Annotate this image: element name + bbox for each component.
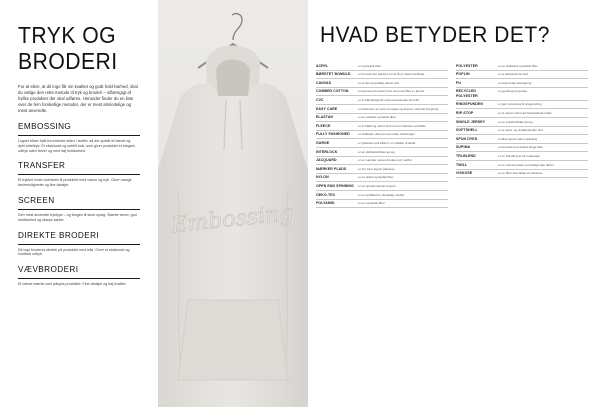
section-text: Et vævet mærke som påsyes produktet. Fine detaljer og høj kvalitet. (18, 282, 127, 287)
glossary-definition: er en dobbeltstrikket jersey (358, 149, 395, 154)
glossary-row (456, 101, 588, 110)
section-title: EMBOSSING (18, 122, 72, 131)
glossary-term: BØRSTET BOMULD (316, 72, 351, 77)
glossary-row (456, 144, 588, 153)
section-rule (18, 174, 140, 175)
glossary-definition: er polyuretan belægning (498, 80, 532, 85)
glossary-definition: er et certifikat for skadelige stoffer (358, 192, 405, 197)
glossary-row (456, 170, 588, 179)
main-title (18, 22, 128, 74)
glossary-row (316, 174, 448, 183)
section-rule (18, 278, 140, 279)
section-title: TRANSFER (18, 161, 66, 171)
section-title: VÆVBRODERI (18, 265, 79, 275)
hoodie-illustration (158, 0, 308, 407)
glossary-row (456, 135, 588, 144)
section-title: DIREKTE BRODERI (18, 230, 100, 240)
title-line-1: TRYK OG (18, 22, 117, 48)
section-transfer (18, 161, 138, 188)
glossary-definition: er en stærk syntetisk fiber (358, 175, 394, 180)
glossary-definition: er en syntetisk fiber (358, 201, 385, 206)
glossary-term: RINGSPUNDEN (456, 102, 483, 107)
glossary-definition: er en spindemetode til garn (358, 183, 396, 188)
glossary-row (456, 62, 588, 71)
glossary-row (316, 191, 448, 200)
glossary-term: CVC (316, 97, 324, 102)
glossary-row (316, 165, 448, 174)
glossary-row (456, 88, 588, 101)
glossary-term: TWILL (456, 162, 468, 167)
glossary-definition: er et blødt og varmt stof med en børstet overflade (358, 123, 426, 128)
glossary-definition: er et vævet stof med forstærkede tråde (498, 110, 552, 115)
glossary-term: CANVAS (316, 80, 332, 85)
left-column (0, 0, 150, 407)
glossary-row (316, 105, 448, 114)
glossary-term: GARGE (316, 140, 330, 145)
glossary-term: POLYESTER (456, 63, 478, 68)
glossary-term: MÆRKER PLADS (316, 166, 347, 171)
glossary-term: SOFTSHELL (456, 128, 478, 133)
glossary-definition: en syntetisk fiber (358, 63, 382, 68)
glossary-definition: er en slidstærk syntetisk fiber (498, 63, 539, 68)
glossary-term: EASY CARE (316, 106, 338, 111)
section-title: SCREEN (18, 195, 55, 205)
glossary-row (316, 157, 448, 166)
glossary-term: SPUN DYED (456, 136, 478, 141)
section-rule (18, 209, 140, 210)
glossary-row (456, 152, 588, 161)
section-rule (18, 244, 140, 245)
glossary-row (316, 122, 448, 131)
glossary-row (456, 79, 588, 88)
title-line-2: BRODERI (18, 48, 118, 74)
glossary-row (456, 71, 588, 80)
glossary-row (316, 88, 448, 97)
glossary-term: OPEN END SPINNING (316, 183, 354, 188)
glossary-definition: er tekstil der er nemt at vaske og kræver minimal strygning (358, 106, 439, 111)
glossary-term: TRI-BLEND (456, 153, 476, 158)
section-direkte-broderi (18, 231, 138, 258)
glossary-term: RECYCLED POLYESTER (456, 89, 478, 98)
glossary-term: POLYAMID (316, 201, 335, 206)
glossary-definition: er tykkelsen på tråden i et strikket produkt (358, 140, 416, 145)
intro-paragraph: For at sikre, at dit logo får sin kvalitet og godt hold-barhed, skal du vælge den rette metode til tryk og broderi – afhængigt af hvilke produkter der skal udføres. Herunder finder du en liste over de fem forskellige metoder, der er mest almindelige og mest anvendte. (18, 84, 138, 113)
glossary-row (456, 161, 588, 170)
glossary-row (316, 148, 448, 157)
glossary-row (316, 62, 448, 71)
glossary-term: FULLY FASHIONED (316, 132, 350, 137)
glossary-definition: er en fiber fremstillet af cellulose (498, 171, 543, 176)
glossary-definition: er der hvor logoet placeres (358, 166, 395, 171)
embossed-logo: Embossing (170, 200, 295, 239)
glossary-row (456, 127, 588, 136)
glossary-row (316, 200, 448, 209)
glossary-definition: er en vævemetode med diagonale ribber (498, 162, 554, 167)
section-text: Dit logo broderes direkte på produktet med tråd. Giver et eksklusivt og holdbart udtryk. (18, 247, 130, 257)
glossary-row (316, 96, 448, 105)
glossary-definition: er et blandingsstof med overvejende bomuld (358, 97, 419, 102)
glossary-term: ACRYL (316, 63, 329, 68)
glossary-definition: er bomuld der børstes for at få en blød overflade (358, 72, 425, 77)
glossary-column-1 (316, 62, 448, 208)
glossary-term: COMBED COTTON (316, 89, 349, 94)
section-embossing (18, 122, 138, 153)
glossary-row (316, 71, 448, 80)
glossary-term: RIP-STOP (456, 110, 474, 115)
glossary-term: INTERLOCK (316, 149, 338, 154)
glossary-definition: er en enkeltstrikket jersey (498, 119, 534, 124)
glossary-definition: er en blanding af tre materialer (498, 153, 541, 158)
glossary-term: FLEECE (316, 123, 331, 128)
glossary-term: OEKO-TEX (316, 192, 336, 197)
glossary-row (316, 79, 448, 88)
section-text: Den mest anvendte tryktype – og bruges til store oplag. Stærke farver, god holdbarhed og skarpe kanter. (18, 212, 137, 222)
section-screen (18, 196, 138, 223)
glossary-term: POPLIN (456, 72, 470, 77)
glossary-row (456, 118, 588, 127)
glossary-definition: er genbrugt polyester (498, 89, 528, 94)
glossary-row (456, 109, 588, 118)
glossary-definition: er kæmmet bomuld, hvor de korte fibre er fjernet (358, 89, 425, 94)
glossary-row (316, 139, 448, 148)
glossary-term: NYLON (316, 175, 329, 180)
glossary-definition: er en elastisk syntetisk fiber (358, 115, 396, 120)
glossary-definition: er et mønster vævet direkte ind i stoffet (358, 158, 412, 163)
glossary-row (316, 182, 448, 191)
glossary-term: SUPIMA (456, 145, 471, 150)
glossary-term: ELASTAN (316, 115, 333, 120)
glossary-definition: er et tætvævet let stof (498, 72, 528, 77)
glossary-definition: er fibre farvet inden spinding (498, 136, 538, 141)
glossary-definition: er strikkede dele formet under strikningen (358, 132, 415, 137)
glossary-term: SINGLE JERSEY (456, 119, 486, 124)
section-text: Et trykket motiv overføres til produktet med varme og tryk. Giver mange farvemuligheder og fine detaljer. (18, 178, 132, 188)
section-text: Logoet bliver trykt fra inderste siden i stoffet, så der opstår et hævet og dybt relieftryk. Et eksklusivt og subtilt look, som giver produktet et elegant udtryk uden farver og med høj holdbarhed. (18, 139, 135, 153)
glossary-definition: er et tæt og kraftigt vævet stof (358, 80, 400, 85)
glossary-row (316, 114, 448, 123)
glossary-panel (316, 0, 600, 407)
glossary-term: VISKOSE (456, 171, 473, 176)
glossary-definition: er bomuld med ekstra lange fibre (498, 145, 544, 150)
hoodie-photo (158, 0, 308, 407)
glossary-definition: er garn spundet på ringspinding (498, 102, 542, 107)
section-vaevbroderi (18, 265, 138, 287)
glossary-term: PU (456, 80, 462, 85)
glossary-definition: er et vand- og vindafvisende stof (498, 128, 543, 133)
section-rule (18, 135, 140, 136)
glossary-row (316, 131, 448, 140)
glossary-title: HVAD BETYDER DET? (320, 22, 550, 47)
glossary-grid (316, 62, 588, 208)
glossary-term: JACQUARD (316, 158, 337, 163)
glossary-column-2 (456, 62, 588, 208)
